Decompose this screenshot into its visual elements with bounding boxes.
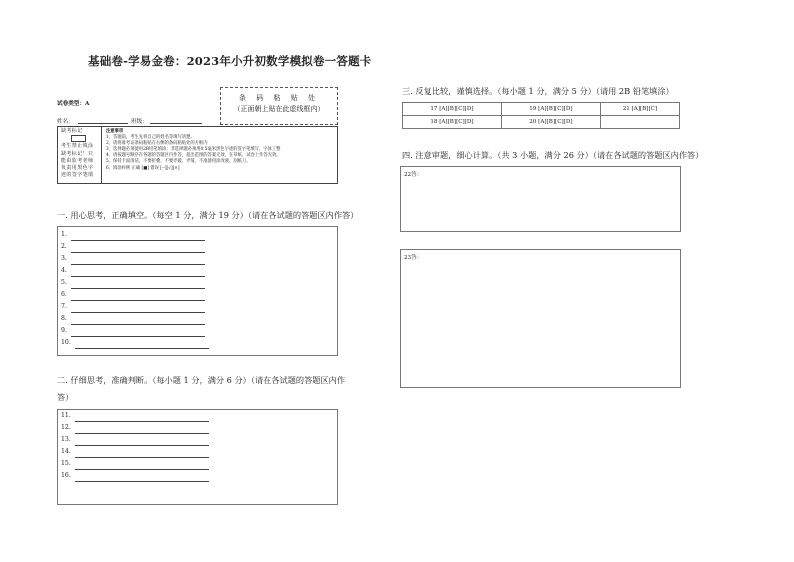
absence-mark-cell xyxy=(58,127,102,183)
absence-note-line: 负责用黑色字 xyxy=(61,165,94,172)
answer-label: 23答： xyxy=(404,255,423,261)
answer-box-22[interactable] xyxy=(400,166,681,232)
barcode-area xyxy=(220,87,338,125)
judge-row[interactable]: 16. xyxy=(61,470,209,482)
choice-table xyxy=(402,102,680,129)
class-field[interactable] xyxy=(150,123,202,124)
choice-cell[interactable]: 21 [A][B][C] xyxy=(600,103,679,116)
absence-checkbox[interactable] xyxy=(71,135,86,142)
judge-row[interactable]: 11. xyxy=(61,410,209,422)
answer-label: 22答： xyxy=(404,172,423,178)
note-item: 1、答题前，考生先将自己的姓名等填写清楚。 xyxy=(106,135,195,141)
name-label: 姓名： xyxy=(57,119,74,125)
section1-title: 一. 用心思考，正确填空。（每空 1 分，满分 19 分）（请在各试题的答题区内作答） xyxy=(57,210,359,220)
fill-blank-row[interactable]: 8. xyxy=(61,313,209,325)
choice-cell[interactable]: 18 [A][B][C][D] xyxy=(403,116,502,129)
info-box xyxy=(57,126,338,184)
absence-mark-heading: 缺考标记 xyxy=(61,128,83,134)
answer-box-23[interactable] xyxy=(400,249,681,388)
fill-blank-row[interactable]: 9. xyxy=(61,325,209,337)
section2-answer-box xyxy=(57,409,338,505)
choice-cell[interactable]: 19 [A][B][C][D] xyxy=(501,103,600,116)
section2-title: 二. 仔细思考，准确判断。（每小题 1 分，满分 6 分）（请在各试题的答题区内作 xyxy=(57,375,346,385)
fill-blank-row[interactable]: 1. xyxy=(61,229,209,241)
page-title: 基础卷-学易金卷：2023年小升初数学模拟卷一答题卡 xyxy=(88,54,372,68)
barcode-instruction: （正面朝上贴在此虚线框内） xyxy=(233,105,325,113)
section4-title: 四. 注意审题，细心计算。（共 3 小题，满分 26 分）（请在各试题的答题区内作答） xyxy=(402,150,704,160)
fill-blank-row[interactable]: 5. xyxy=(61,277,209,289)
class-label: 班级： xyxy=(131,119,148,125)
note-item: 6、填涂样例 正确 [■] 错误 [--][√][×] xyxy=(106,165,180,171)
notes-block xyxy=(106,129,281,172)
section2-title-cont: 答） xyxy=(57,392,74,402)
fill-blank-row[interactable]: 10. xyxy=(61,337,209,349)
fill-blank-row[interactable]: 2. xyxy=(61,241,209,253)
notes-heading: 注意事项 xyxy=(106,129,124,134)
fill-blank-row[interactable]: 6. xyxy=(61,289,209,301)
judge-row[interactable]: 12. xyxy=(61,422,209,434)
note-item: 5、保持卡面清洁，不要折叠、不要弄破、弄皱，不准使用涂改液、刮纸刀。 xyxy=(106,159,251,165)
choice-cell[interactable]: 17 [A][B][C][D] xyxy=(403,103,502,116)
name-field[interactable] xyxy=(78,123,128,124)
fill-blank-row[interactable]: 3. xyxy=(61,253,209,265)
absence-note-line: 迹的签字笔填 xyxy=(61,172,94,179)
choice-cell[interactable]: 20 [A][B][C][D] xyxy=(501,116,600,129)
fill-blank-row[interactable]: 4. xyxy=(61,265,209,277)
note-item: 4、请按题号顺序在各题的答题区内作答，超出范围的答案无效，在草纸、试卷上作答无效。 xyxy=(106,153,281,159)
absence-note-line: 考生禁止填涂 xyxy=(61,143,94,150)
absence-note-line: 缺考标记！只 xyxy=(61,150,94,157)
absence-note-line: 能由监考老师 xyxy=(61,157,94,164)
section3-title: 三. 反复比较，谨慎选择。（每小题 1 分，满分 5 分）（请用 2B 铅笔填涂） xyxy=(402,86,674,96)
note-item: 3、选择题必须使用2B铅笔填涂；非选择题必须用0.5毫米黑色字迹的签字笔填写，字体工整 xyxy=(106,147,281,153)
fill-blank-row[interactable]: 7. xyxy=(61,301,209,313)
judge-row[interactable]: 14. xyxy=(61,446,209,458)
judge-row[interactable]: 13. xyxy=(61,434,209,446)
section1-answer-box xyxy=(57,226,338,356)
barcode-label: 条 码 粘 贴 处 xyxy=(239,94,319,102)
choice-cell-empty xyxy=(600,116,679,129)
judge-row[interactable]: 15. xyxy=(61,458,209,470)
note-item: 2、请将准考证条码粘贴在右侧的条码粘贴处的方框内 xyxy=(106,141,208,147)
exam-type-label: 试卷类型：A xyxy=(57,101,90,107)
